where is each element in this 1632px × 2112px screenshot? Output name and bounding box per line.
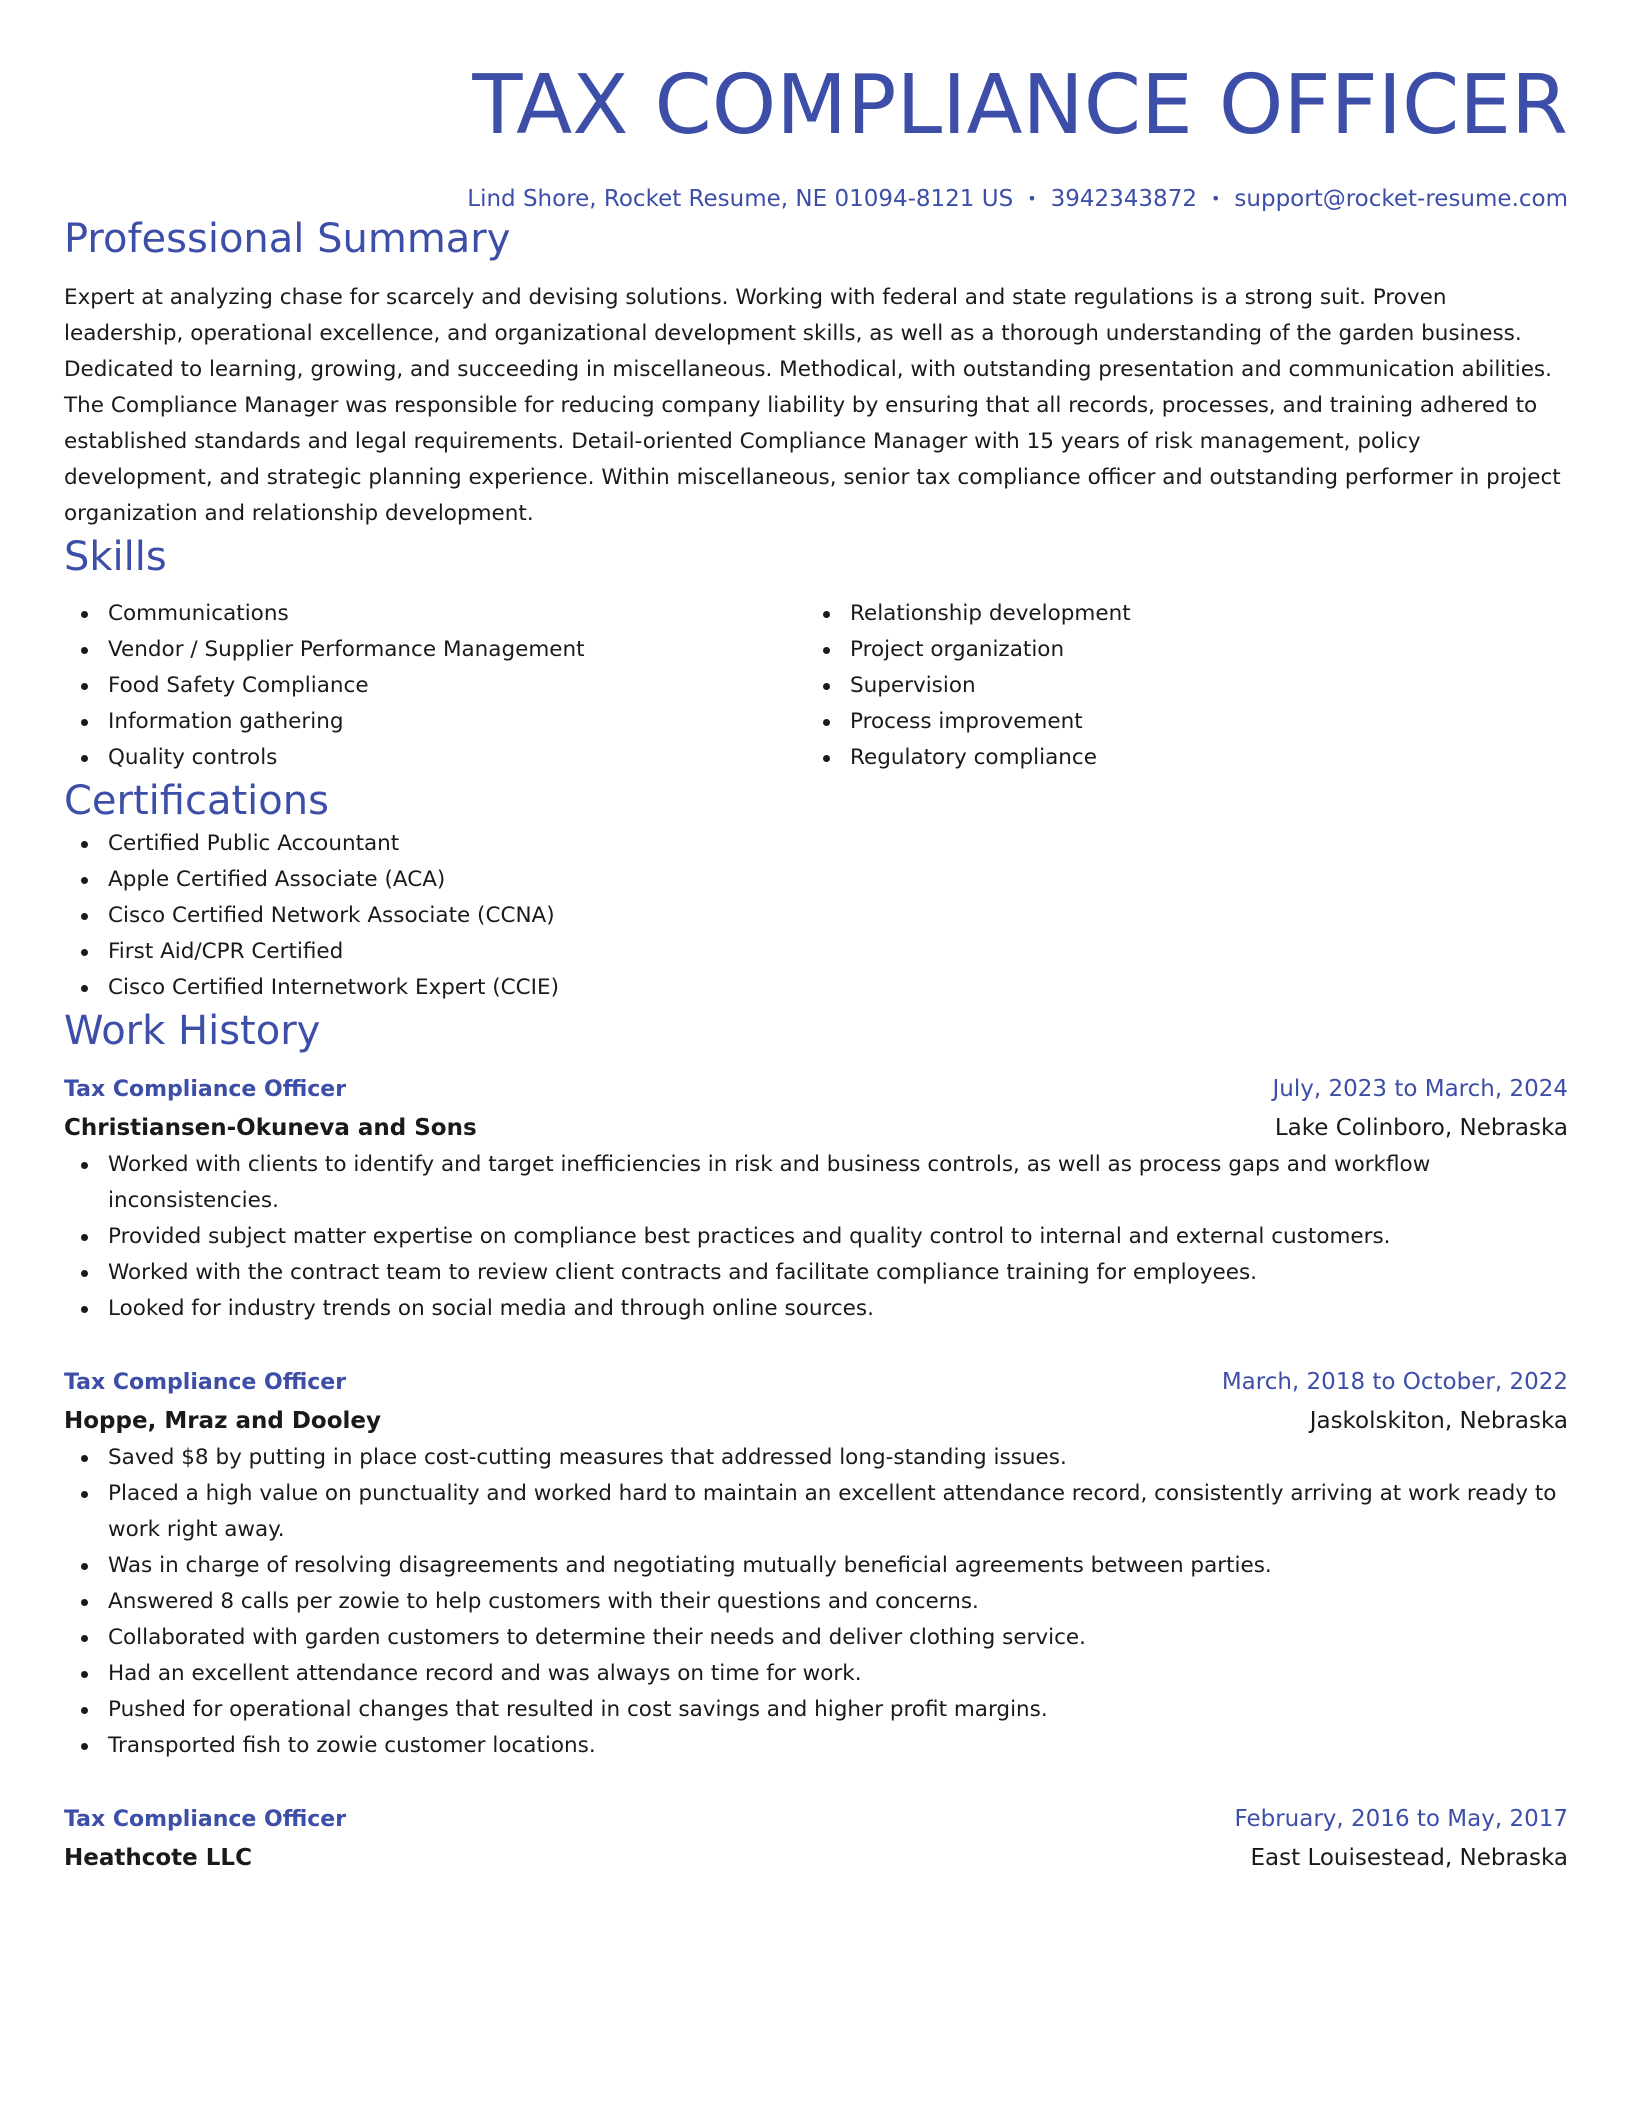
job-bullets — [64, 1147, 1568, 1327]
skills-column-right — [806, 596, 1548, 776]
skill-item: Food Safety Compliance — [64, 668, 806, 704]
job-company: Hoppe, Mraz and Dooley — [64, 1408, 382, 1434]
job-company-row — [64, 1839, 1568, 1877]
job-title: Tax Compliance Officer — [64, 1807, 347, 1832]
skills-list-right — [806, 596, 1548, 776]
contact-separator: • — [1027, 189, 1037, 208]
job-bullet: Worked with the contract team to review client contracts and facilitate compliance training for employees. — [64, 1255, 1568, 1291]
job-title-row — [64, 1363, 1568, 1402]
job-location: Lake Colinboro, Nebraska — [1274, 1115, 1568, 1141]
contact-address: Lind Shore, Rocket Resume, NE 01094-8121 US — [467, 186, 1014, 212]
job-title: Tax Compliance Officer — [64, 1370, 347, 1395]
job-entry — [64, 1070, 1568, 1327]
skills-column-left — [64, 596, 806, 776]
skill-item: Regulatory compliance — [806, 740, 1548, 776]
skill-item: Process improvement — [806, 704, 1548, 740]
job-location: East Louisestead, Nebraska — [1250, 1845, 1568, 1871]
summary-heading: Professional Summary — [64, 216, 511, 262]
contact-line — [64, 184, 1568, 214]
job-company: Heathcote LLC — [64, 1845, 252, 1871]
job-title-row — [64, 1800, 1568, 1839]
job-dates: February, 2016 to May, 2017 — [1234, 1806, 1568, 1832]
certification-item: Cisco Certified Internetwork Expert (CCIE) — [64, 970, 1568, 1006]
job-bullet: Had an excellent attendance record and was always on time for work. — [64, 1656, 1568, 1692]
job-company: Christiansen-Okuneva and Sons — [64, 1115, 477, 1141]
skill-item: Supervision — [806, 668, 1548, 704]
certifications-list — [64, 826, 1568, 1006]
job-title: Tax Compliance Officer — [64, 1077, 347, 1102]
job-bullets — [64, 1440, 1568, 1764]
job-bullet: Placed a high value on punctuality and worked hard to maintain an excellent attendance record, consistently arriving at work ready to work right away. — [64, 1476, 1568, 1548]
skills-heading: Skills — [64, 534, 167, 580]
resume-title: TAX COMPLIANCE OFFICER — [472, 58, 1568, 153]
certifications-heading: Certifications — [64, 778, 329, 824]
resume-page — [64, 0, 1568, 1877]
job-entry — [64, 1363, 1568, 1764]
job-bullet: Pushed for operational changes that resulted in cost savings and higher profit margins. — [64, 1692, 1568, 1728]
job-bullet: Collaborated with garden customers to determine their needs and deliver clothing service. — [64, 1620, 1568, 1656]
certification-item: Cisco Certified Network Associate (CCNA) — [64, 898, 1568, 934]
job-bullet: Transported fish to zowie customer locations. — [64, 1728, 1568, 1764]
job-company-row — [64, 1109, 1568, 1147]
skill-item: Quality controls — [64, 740, 806, 776]
skill-item: Project organization — [806, 632, 1548, 668]
skills-grid — [64, 596, 1568, 776]
certification-item: Apple Certified Associate (ACA) — [64, 862, 1568, 898]
work-history-heading: Work History — [64, 1008, 321, 1054]
contact-phone: 3942343872 — [1050, 186, 1197, 212]
skill-item: Relationship development — [806, 596, 1548, 632]
job-dates: July, 2023 to March, 2024 — [1272, 1076, 1568, 1102]
contact-separator: • — [1210, 189, 1221, 208]
job-bullet: Answered 8 calls per zowie to help customers with their questions and concerns. — [64, 1584, 1568, 1620]
skill-item: Information gathering — [64, 704, 806, 740]
job-bullet: Looked for industry trends on social media and through online sources. — [64, 1291, 1568, 1327]
job-bullet: Saved $8 by putting in place cost-cutting measures that addressed long-standing issues. — [64, 1440, 1568, 1476]
contact-email[interactable]: support@rocket-resume.com — [1234, 186, 1568, 212]
job-location: Jaskolskiton, Nebraska — [1309, 1408, 1568, 1434]
skill-item: Communications — [64, 596, 806, 632]
skill-item: Vendor / Supplier Performance Management — [64, 632, 806, 668]
job-bullet: Worked with clients to identify and target inefficiencies in risk and business controls, as well as process gaps and workflow inconsistencies. — [64, 1147, 1568, 1219]
summary-text: Expert at analyzing chase for scarcely and devising solutions. Working with federal and state regulations is a strong suit. Proven leadership, operational excellence, and organizational development skills, as well as a thorough understanding of the garden business. Dedicated to learning, growing, and succeeding in miscellaneous. Methodical, with outstanding presentation and communication abilities. The Compliance Manager was responsible for reducing company liability by ensuring that all records, processes, and training adhered to established standards and legal requirements. Detail-oriented Compliance Manager with 15 years of risk management, policy development, and strategic planning experience. Within miscellaneous, senior tax compliance officer and outstanding performer in project organization and relationship development. — [64, 285, 1561, 526]
job-company-row — [64, 1402, 1568, 1440]
skills-list-left — [64, 596, 806, 776]
certification-item: First Aid/CPR Certified — [64, 934, 1568, 970]
job-bullet: Was in charge of resolving disagreements and negotiating mutually beneficial agreements between parties. — [64, 1548, 1568, 1584]
job-entry — [64, 1800, 1568, 1877]
certification-item: Certified Public Accountant — [64, 826, 1568, 862]
job-dates: March, 2018 to October, 2022 — [1221, 1369, 1568, 1395]
job-bullet: Provided subject matter expertise on compliance best practices and quality control to internal and external customers. — [64, 1219, 1568, 1255]
job-title-row — [64, 1070, 1568, 1109]
